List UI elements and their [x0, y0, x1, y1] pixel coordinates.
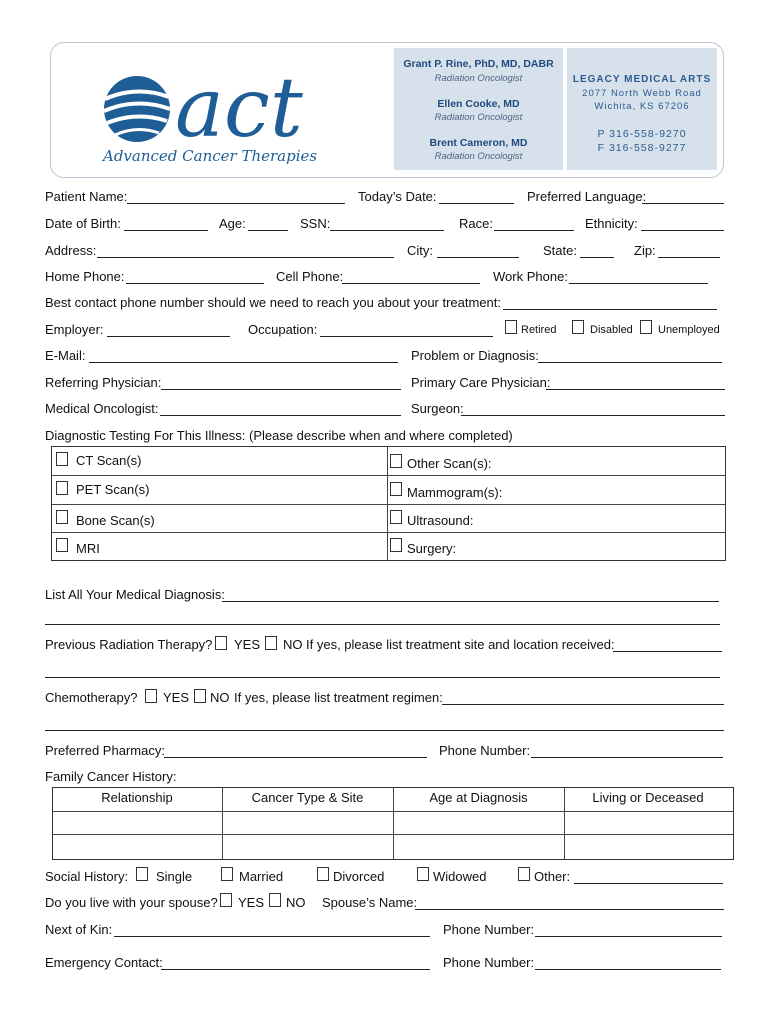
divorced-checkbox[interactable]: [317, 867, 329, 881]
doctor-title: Radiation Oncologist: [434, 112, 523, 123]
doctor-name: Ellen Cooke, MD: [437, 98, 520, 110]
other-status-input[interactable]: [574, 883, 723, 884]
widowed-checkbox[interactable]: [417, 867, 429, 881]
surgery-label: Surgery:: [407, 541, 457, 556]
location-panel: [567, 48, 717, 170]
mammogram-checkbox[interactable]: [390, 482, 402, 496]
table-cell[interactable]: [53, 812, 223, 835]
mammogram-label: Mammogram(s):: [407, 485, 503, 500]
state-label: State:: [543, 243, 577, 258]
age-label: Age:: [219, 216, 246, 231]
spouse-yes-checkbox[interactable]: [220, 893, 232, 907]
email-input[interactable]: [89, 362, 398, 363]
home-phone-label: Home Phone:: [45, 269, 125, 284]
ultrasound-checkbox[interactable]: [390, 510, 402, 524]
ct-scan-label: CT Scan(s): [76, 453, 142, 468]
referring-input[interactable]: [161, 389, 401, 390]
table-cell[interactable]: [223, 835, 394, 859]
col-cancer-type: Cancer Type & Site: [251, 790, 364, 805]
disabled-label: Disabled: [590, 324, 633, 336]
table-cell[interactable]: [394, 835, 565, 859]
married-label: Married: [239, 869, 284, 884]
chemo-regimen-input[interactable]: [442, 704, 724, 705]
bone-scan-label: Bone Scan(s): [76, 513, 155, 528]
unemployed-checkbox[interactable]: [640, 320, 652, 334]
table-cell[interactable]: [565, 812, 733, 835]
spouse-name-label: Spouse’s Name:: [322, 895, 418, 910]
disabled-checkbox[interactable]: [572, 320, 584, 334]
location-phone: P 316-558-9270: [597, 128, 687, 140]
cell-phone-label: Cell Phone:: [276, 269, 344, 284]
home-phone-input[interactable]: [126, 283, 264, 284]
chemo-followup-label: If yes, please list treatment regimen:: [234, 690, 443, 705]
globe-icon: [104, 76, 170, 142]
location-fax: F 316-558-9277: [597, 142, 687, 154]
email-label: E-Mail:: [45, 348, 86, 363]
employer-label: Employer:: [45, 322, 104, 337]
retired-checkbox[interactable]: [505, 320, 517, 334]
doctor-name: Grant P. Rine, PhD, MD, DABR: [403, 58, 554, 70]
divorced-label: Divorced: [333, 869, 385, 884]
occupation-label: Occupation:: [248, 322, 318, 337]
family-history-label: Family Cancer History:: [45, 769, 177, 784]
next-of-kin-input[interactable]: [114, 936, 430, 937]
ssn-input[interactable]: [330, 230, 444, 231]
best-contact-input[interactable]: [503, 309, 717, 310]
radiation-no-label: NO: [283, 637, 303, 652]
spouse-no-checkbox[interactable]: [269, 893, 281, 907]
state-input[interactable]: [580, 257, 614, 258]
diagnostic-table: [51, 446, 726, 561]
work-phone-label: Work Phone:: [493, 269, 568, 284]
table-cell[interactable]: [565, 835, 733, 859]
chemo-regimen-input-2[interactable]: [45, 730, 724, 731]
radiation-site-input-2[interactable]: [45, 677, 720, 678]
address-input[interactable]: [97, 257, 394, 258]
chemo-yes-checkbox[interactable]: [145, 689, 157, 703]
kin-phone-input[interactable]: [535, 936, 722, 937]
medical-diagnosis-input[interactable]: [222, 601, 719, 602]
chemo-label: Chemotherapy?: [45, 690, 138, 705]
other-label: Other:: [534, 869, 571, 884]
emergency-phone-label: Phone Number:: [443, 955, 535, 970]
surgery-checkbox[interactable]: [390, 538, 402, 552]
widowed-label: Widowed: [433, 869, 487, 884]
problem-label: Problem or Diagnosis:: [411, 348, 539, 363]
chemo-no-checkbox[interactable]: [194, 689, 206, 703]
zip-label: Zip:: [634, 243, 656, 258]
surgeon-label: Surgeon:: [411, 401, 464, 416]
table-cell[interactable]: [394, 812, 565, 835]
radiation-site-input[interactable]: [613, 651, 722, 652]
occupation-input[interactable]: [320, 336, 493, 337]
race-input[interactable]: [494, 230, 574, 231]
todays-date-label: Today’s Date:: [358, 189, 437, 204]
spouse-no-label: NO: [286, 895, 306, 910]
chemo-yes-label: YES: [163, 690, 190, 705]
radiation-yes-checkbox[interactable]: [215, 636, 227, 650]
work-phone-input[interactable]: [569, 283, 708, 284]
retired-label: Retired: [521, 324, 557, 336]
preferred-language-label: Preferred Language:: [527, 189, 647, 204]
emergency-contact-label: Emergency Contact:: [45, 955, 163, 970]
referring-label: Referring Physician:: [45, 375, 162, 390]
physicians-panel: [394, 48, 563, 170]
ssn-label: SSN:: [300, 216, 331, 231]
city-input[interactable]: [437, 257, 519, 258]
problem-input[interactable]: [538, 362, 722, 363]
address-label: Address:: [45, 243, 97, 258]
spouse-yes-label: YES: [238, 895, 265, 910]
other-checkbox[interactable]: [518, 867, 530, 881]
single-checkbox[interactable]: [136, 867, 148, 881]
ct-scan-checkbox[interactable]: [56, 452, 68, 466]
todays-date-input[interactable]: [439, 203, 514, 204]
radiation-followup-label: If yes, please list treatment site and location received:: [306, 637, 615, 652]
med-onc-input[interactable]: [160, 415, 401, 416]
zip-input[interactable]: [658, 257, 720, 258]
col-age-diagnosis: Age at Diagnosis: [429, 790, 528, 805]
location-city: Wichita, KS 67206: [594, 101, 690, 112]
unemployed-label: Unemployed: [658, 324, 720, 336]
bone-scan-checkbox[interactable]: [56, 510, 68, 524]
pet-scan-label: PET Scan(s): [76, 482, 150, 497]
location-address: 2077 North Webb Road: [582, 88, 702, 99]
preferred-language-input[interactable]: [642, 203, 724, 204]
medical-diagnosis-label: List All Your Medical Diagnosis:: [45, 587, 225, 602]
single-label: Single: [156, 869, 193, 884]
col-living-deceased: Living or Deceased: [592, 790, 704, 805]
spouse-question-label: Do you live with your spouse?: [45, 895, 218, 910]
ethnicity-input[interactable]: [641, 230, 724, 231]
col-relationship: Relationship: [101, 790, 173, 805]
radiation-yes-label: YES: [234, 637, 261, 652]
brand-tagline: Advanced Cancer Therapies: [103, 147, 318, 165]
table-cell: [52, 533, 388, 560]
next-of-kin-label: Next of Kin:: [45, 922, 113, 937]
brand-word: act: [175, 61, 303, 156]
prev-radiation-label: Previous Radiation Therapy?: [45, 637, 213, 652]
other-scan-checkbox[interactable]: [390, 454, 402, 468]
doctor-title: Radiation Oncologist: [434, 151, 523, 162]
med-onc-label: Medical Oncologist:: [45, 401, 159, 416]
social-history-label: Social History:: [45, 869, 129, 884]
primary-care-input[interactable]: [546, 389, 725, 390]
city-label: City:: [407, 243, 433, 258]
pharmacy-phone-input[interactable]: [531, 757, 723, 758]
employer-input[interactable]: [107, 336, 230, 337]
table-cell[interactable]: [223, 812, 394, 835]
dob-label: Date of Birth:: [45, 216, 121, 231]
patient-name-input[interactable]: [127, 203, 345, 204]
pharmacy-phone-label: Phone Number:: [439, 743, 531, 758]
surgeon-input[interactable]: [461, 415, 725, 416]
other-scan-label: Other Scan(s):: [407, 456, 492, 471]
emergency-phone-input[interactable]: [535, 969, 721, 970]
kin-phone-label: Phone Number:: [443, 922, 535, 937]
radiation-no-checkbox[interactable]: [265, 636, 277, 650]
dob-input[interactable]: [124, 230, 208, 231]
spouse-name-input[interactable]: [415, 909, 724, 910]
ethnicity-label: Ethnicity:: [585, 216, 638, 231]
medical-diagnosis-input-2[interactable]: [45, 624, 720, 625]
chemo-no-label: NO: [210, 690, 230, 705]
patient-name-label: Patient Name:: [45, 189, 128, 204]
diagnostic-heading: Diagnostic Testing For This Illness: (Please describe when and where completed): [45, 428, 513, 443]
age-input[interactable]: [248, 230, 288, 231]
ultrasound-label: Ultrasound:: [407, 513, 474, 528]
pharmacy-label: Preferred Pharmacy:: [45, 743, 165, 758]
primary-care-label: Primary Care Physician:: [411, 375, 551, 390]
pharmacy-input[interactable]: [164, 757, 427, 758]
best-contact-label: Best contact phone number should we need to reach you about your treatment:: [45, 295, 502, 310]
table-cell[interactable]: [53, 835, 223, 859]
location-name: LEGACY MEDICAL ARTS: [572, 74, 712, 85]
race-label: Race:: [459, 216, 493, 231]
mri-label: MRI: [76, 541, 100, 556]
emergency-contact-input[interactable]: [161, 969, 430, 970]
pet-scan-checkbox[interactable]: [56, 481, 68, 495]
mri-checkbox[interactable]: [56, 538, 68, 552]
letterhead: [50, 42, 724, 178]
doctor-name: Brent Cameron, MD: [429, 137, 528, 149]
cell-phone-input[interactable]: [342, 283, 480, 284]
married-checkbox[interactable]: [221, 867, 233, 881]
doctor-title: Radiation Oncologist: [434, 73, 523, 84]
